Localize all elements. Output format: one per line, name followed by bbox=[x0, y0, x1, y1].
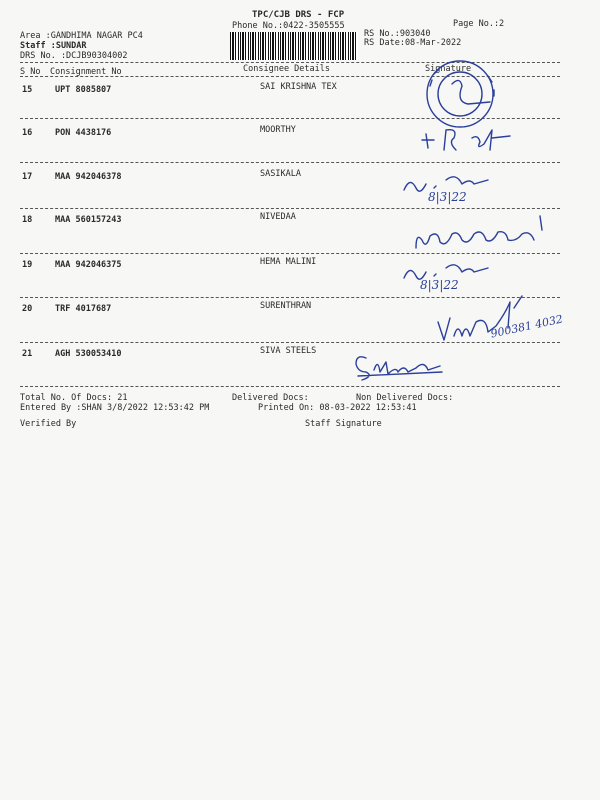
verified-by: Verified By bbox=[20, 419, 77, 429]
row-consignment: TRF 4017687 bbox=[55, 304, 112, 314]
row-sno: 15 bbox=[22, 85, 33, 95]
staff-label: Staff :SUNDAR bbox=[20, 41, 87, 51]
col-header-consignment: Consignment No bbox=[50, 67, 122, 77]
row-sno: 21 bbox=[22, 349, 33, 359]
rs-date: RS Date:08-Mar-2022 bbox=[364, 38, 462, 48]
row-consignee: SASIKALA bbox=[260, 169, 301, 179]
row-consignment: MAA 942046378 bbox=[55, 172, 122, 182]
row-consignment: AGH 530053410 bbox=[55, 349, 122, 359]
non-delivered-docs: Non Delivered Docs: bbox=[356, 393, 454, 403]
delivered-docs: Delivered Docs: bbox=[232, 393, 309, 403]
row-consignee: SURENTHRAN bbox=[260, 301, 312, 311]
row-consignment: PON 4438176 bbox=[55, 128, 112, 138]
document-title: TPC/CJB DRS - FCP bbox=[252, 10, 345, 20]
handwritten-date: 8|3|22 bbox=[420, 278, 459, 292]
col-header-consignee: Consignee Details bbox=[243, 64, 330, 74]
row-sno: 17 bbox=[22, 172, 33, 182]
row-consignee: HEMA MALINI bbox=[260, 257, 317, 267]
drs-number: DRS No. :DCJB90304002 bbox=[20, 51, 128, 61]
row-sno: 20 bbox=[22, 304, 33, 314]
row-consignee: SAI KRISHNA TEX bbox=[260, 82, 337, 92]
row-consignee: MOORTHY bbox=[260, 125, 296, 135]
area-label: Area :GANDHIMA NAGAR PC4 bbox=[20, 31, 143, 41]
row-divider bbox=[20, 386, 560, 387]
staff-signature-label: Staff Signature bbox=[305, 419, 382, 429]
col-header-sno: S No bbox=[20, 67, 41, 77]
phone-number: Phone No.:0422-3505555 bbox=[232, 21, 345, 31]
signature-row-16 bbox=[420, 120, 530, 160]
row-consignee: NIVEDAA bbox=[260, 212, 296, 222]
page-number: Page No.:2 bbox=[453, 19, 505, 29]
row-consignee: SIVA STEELS bbox=[260, 346, 317, 356]
row-sno: 18 bbox=[22, 215, 33, 225]
entered-by: Entered By :SHAN 3/8/2022 12:53:42 PM bbox=[20, 403, 210, 413]
rs-number: RS No.:903040 bbox=[364, 29, 431, 39]
handwritten-phone: 900381 4032 bbox=[489, 312, 565, 341]
row-sno: 19 bbox=[22, 260, 33, 270]
handwritten-date: 8|3|22 bbox=[428, 190, 467, 204]
row-divider bbox=[20, 162, 560, 163]
col-header-signature: Signature bbox=[425, 64, 472, 74]
printed-on: Printed On: 08-03-2022 12:53:41 bbox=[258, 403, 417, 413]
row-consignment: MAA 942046375 bbox=[55, 260, 122, 270]
signature-row-21 bbox=[352, 350, 452, 384]
barcode bbox=[230, 32, 358, 60]
total-docs: Total No. Of Docs: 21 bbox=[20, 393, 128, 403]
row-consignment: UPT 8085807 bbox=[55, 85, 112, 95]
row-consignment: MAA 560157243 bbox=[55, 215, 122, 225]
signature-row-18 bbox=[412, 212, 562, 260]
row-sno: 16 bbox=[22, 128, 33, 138]
